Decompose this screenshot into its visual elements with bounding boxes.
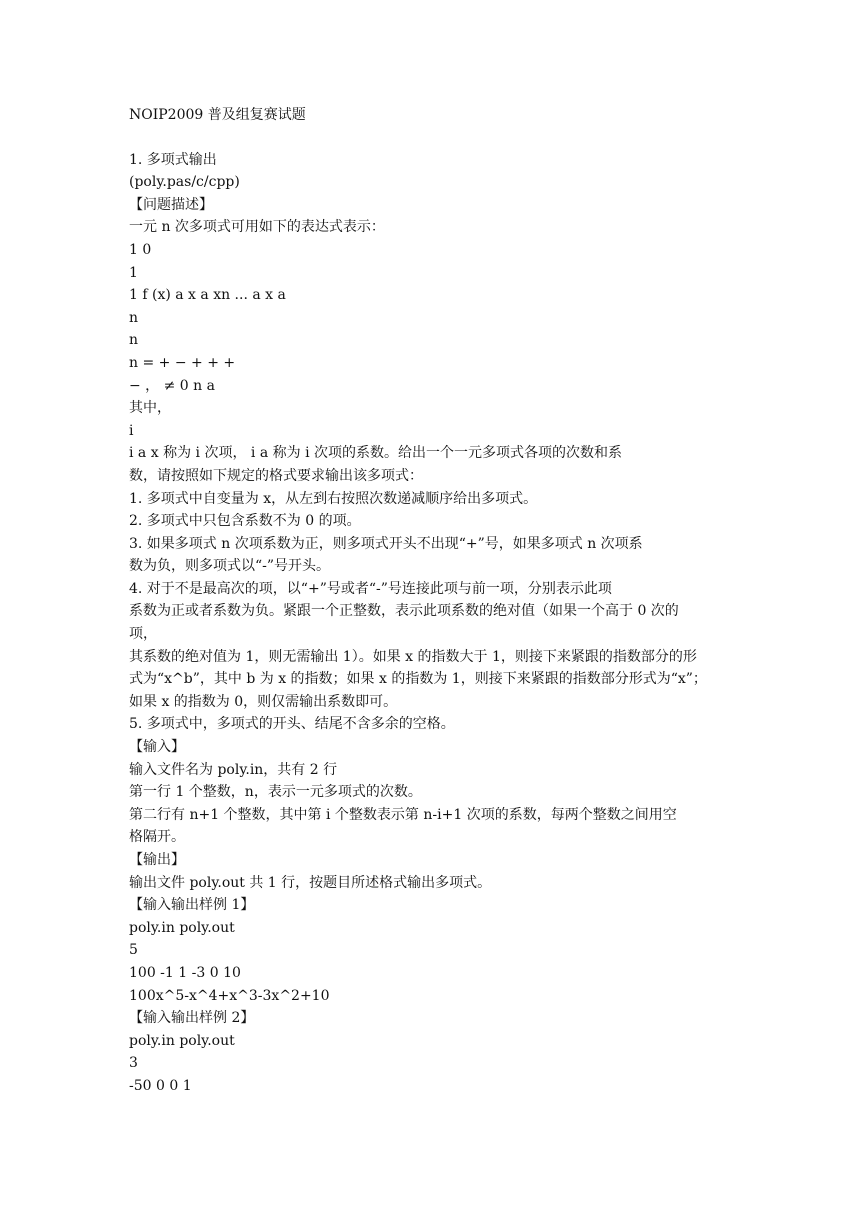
- rule-item-continuation: 如果 x 的指数为 0，则仅需输出系数即可。: [129, 693, 398, 710]
- section-sample-1: 【输入输出样例 1】: [129, 897, 255, 914]
- formula-fragment: i: [129, 422, 134, 439]
- input-description: 输入文件名为 poly.in，共有 2 行: [129, 761, 338, 778]
- rule-item: 1. 多项式中自变量为 x，从左到右按照次数递减顺序给出多项式。: [129, 490, 538, 507]
- rule-item: 3. 如果多项式 n 次项系数为正，则多项式开头不出现“+”号，如果多项式 n 次项系: [129, 535, 643, 552]
- rule-item-continuation: 项，: [129, 626, 157, 643]
- text-line: 其中，: [129, 400, 171, 417]
- text-line: 一元 n 次多项式可用如下的表达式表示：: [129, 219, 385, 236]
- document-body: [129, 104, 741, 1098]
- sample-output-line: 100x^5-x^4+x^3-3x^2+10: [129, 987, 330, 1004]
- sample-input-line: 5: [129, 942, 138, 959]
- rule-item-continuation: 其系数的绝对值为 1，则无需输出 1）。如果 x 的指数大于 1，则接下来紧跟的指数部分的形: [129, 648, 697, 665]
- rule-item-continuation: 数为负，则多项式以“-”号开头。: [129, 558, 331, 575]
- problem-filename: (poly.pas/c/cpp): [129, 174, 240, 191]
- output-description: 输出文件 poly.out 共 1 行，按题目所述格式输出多项式。: [129, 874, 492, 891]
- formula-fragment: 1 0: [129, 241, 152, 258]
- sample-input-line: 3: [129, 1055, 138, 1072]
- section-input: 【输入】: [129, 739, 185, 756]
- text-line: i a x 称为 i 次项， i a 称为 i 次项的系数。给出一个一元多项式各项的次数和系: [129, 445, 622, 462]
- formula-fragment: − ， ≠ 0 n a: [129, 377, 215, 394]
- input-description: 第一行 1 个整数，n，表示一元多项式的次数。: [129, 784, 422, 801]
- section-sample-2: 【输入输出样例 2】: [129, 1010, 255, 1027]
- input-description-continuation: 格隔开。: [129, 829, 185, 846]
- rule-item-continuation: 式为“x^b”，其中 b 为 x 的指数；如果 x 的指数为 1，则接下来紧跟的指数部分形式为“x”；: [129, 671, 707, 688]
- text-line: 数，请按照如下规定的格式要求输出该多项式：: [129, 467, 423, 484]
- sample-input-line: -50 0 0 1: [129, 1077, 192, 1094]
- input-description: 第二行有 n+1 个整数，其中第 i 个整数表示第 n-i+1 次项的系数，每两个整数之间用空: [129, 806, 677, 823]
- section-problem-description: 【问题描述】: [129, 196, 213, 213]
- problem-heading: 1. 多项式输出: [129, 151, 217, 168]
- formula-fragment: n = + − + + +: [129, 354, 236, 371]
- sample-file-labels: poly.in poly.out: [129, 919, 235, 936]
- sample-file-labels: poly.in poly.out: [129, 1032, 235, 1049]
- section-output: 【输出】: [129, 852, 185, 868]
- formula-fragment: n: [129, 309, 139, 326]
- rule-item-continuation: 系数为正或者系数为负。紧跟一个正整数，表示此项系数的绝对值（如果一个高于 0 次的: [129, 603, 679, 620]
- formula-fragment: 1 f (x) a x a xn ... a x a: [129, 287, 286, 304]
- sample-input-line: 100 -1 1 -3 0 10: [129, 964, 241, 981]
- document-title: NOIP2009 普及组复赛试题: [129, 107, 306, 123]
- formula-fragment: n: [129, 332, 139, 349]
- formula-fragment: 1: [129, 264, 138, 281]
- rule-item: 4. 对于不是最高次的项，以“+”号或者“-”号连接此项与前一项，分别表示此项: [129, 580, 612, 597]
- rule-item: 2. 多项式中只包含系数不为 0 的项。: [129, 513, 361, 530]
- rule-item: 5. 多项式中，多项式的开头、结尾不含多余的空格。: [129, 716, 455, 733]
